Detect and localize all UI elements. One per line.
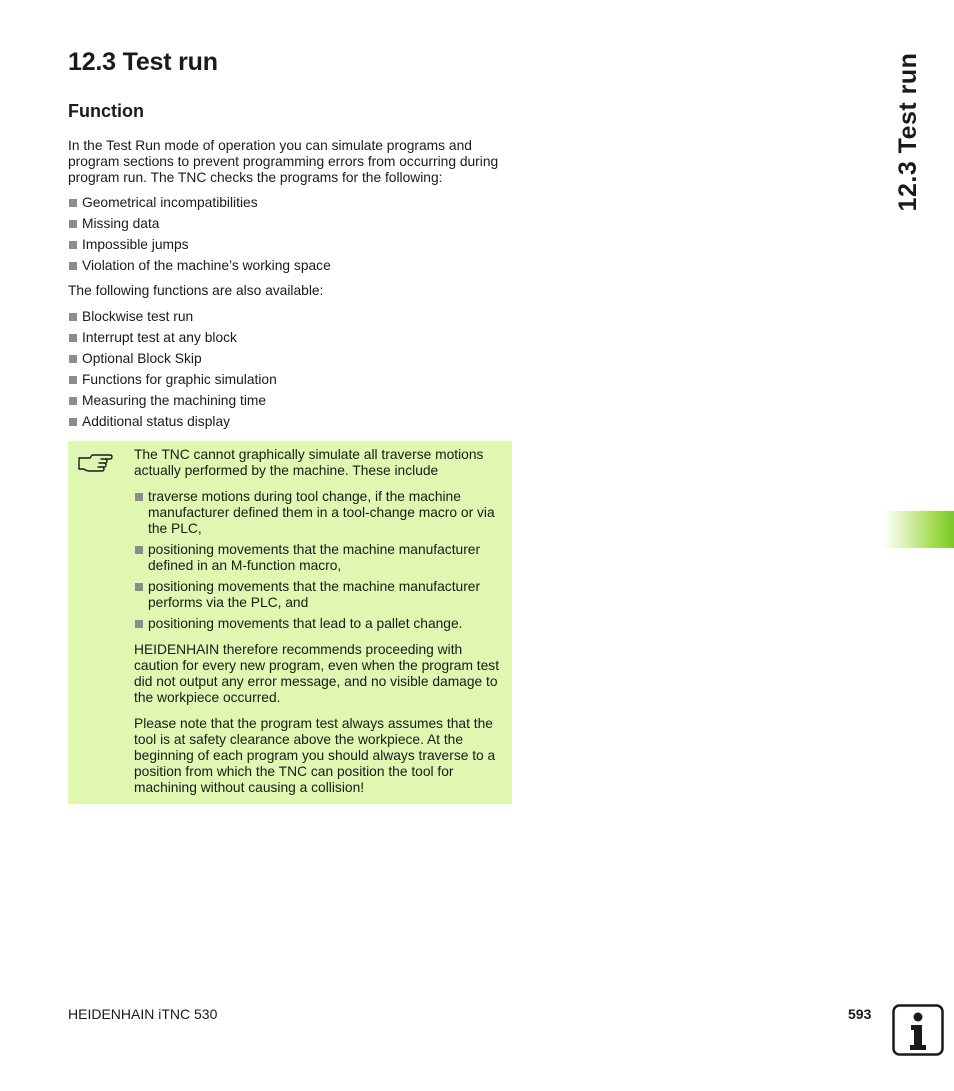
side-chapter-title: 12.3 Test run: [894, 52, 922, 212]
info-icon: [892, 1004, 944, 1056]
list-item: Geometrical incompatibilities: [68, 195, 331, 216]
bullet-square-icon: [135, 546, 143, 554]
note-box: [68, 441, 512, 804]
note-intro: The TNC cannot graphically simulate all traverse motions actually performed by the machine. These include: [134, 447, 484, 478]
bullet-square-icon: [69, 334, 77, 342]
note-list: [134, 489, 506, 632]
intro-paragraph: In the Test Run mode of operation you can simulate programs and program sections to prevent programming errors from occurring during program run. The TNC checks the programs for the following:: [68, 138, 499, 185]
functions-list: [68, 309, 277, 435]
bullet-square-icon: [69, 220, 77, 228]
list-item: Blockwise test run: [68, 309, 277, 330]
bullet-square-icon: [135, 583, 143, 591]
page-title: 12.3 Test run: [68, 48, 218, 76]
bullet-square-icon: [135, 620, 143, 628]
bullet-square-icon: [69, 355, 77, 363]
list-item: Interrupt test at any block: [68, 330, 277, 351]
bullet-square-icon: [69, 418, 77, 426]
note-paragraph: HEIDENHAIN therefore recommends proceeding with caution for every new program, even when the program test did not output any error message, and no visible damage to the workpiece occurred.: [134, 642, 500, 705]
list-item: positioning movements that the machine manufacturer defined in an M-function macro,: [134, 542, 506, 574]
bullet-square-icon: [135, 493, 143, 501]
list-item: Violation of the machine’s working space: [68, 258, 331, 279]
bullet-square-icon: [69, 397, 77, 405]
note-content: [134, 447, 506, 796]
list-item: positioning movements that lead to a pallet change.: [134, 616, 506, 632]
bullet-square-icon: [69, 199, 77, 207]
list-item: Optional Block Skip: [68, 351, 277, 372]
page-number: 593: [848, 1006, 872, 1022]
list-item: positioning movements that the machine manufacturer performs via the PLC, and: [134, 579, 506, 611]
pointing-hand-icon: [77, 449, 113, 475]
bullet-square-icon: [69, 262, 77, 270]
bullet-square-icon: [69, 376, 77, 384]
list-item: Missing data: [68, 216, 331, 237]
also-available-text: The following functions are also available:: [68, 283, 324, 298]
note-paragraph: Please note that the program test always assumes that the tool is at safety clearance above the workpiece. At the beginning of each program you should always traverse to a position from which the TNC can position the tool for machining without causing a collision!: [134, 716, 496, 795]
chapter-tab-marker: [882, 511, 954, 548]
list-item: traverse motions during tool change, if the machine manufacturer defined them in a tool-change macro or via the PLC,: [134, 489, 506, 537]
footer-product-name: HEIDENHAIN iTNC 530: [68, 1006, 218, 1022]
list-item: Additional status display: [68, 414, 277, 435]
section-heading-function: Function: [68, 101, 144, 121]
bullet-square-icon: [69, 241, 77, 249]
bullet-square-icon: [69, 313, 77, 321]
checks-list: [68, 195, 331, 279]
list-item: Measuring the machining time: [68, 393, 277, 414]
list-item: Impossible jumps: [68, 237, 331, 258]
list-item: Functions for graphic simulation: [68, 372, 277, 393]
